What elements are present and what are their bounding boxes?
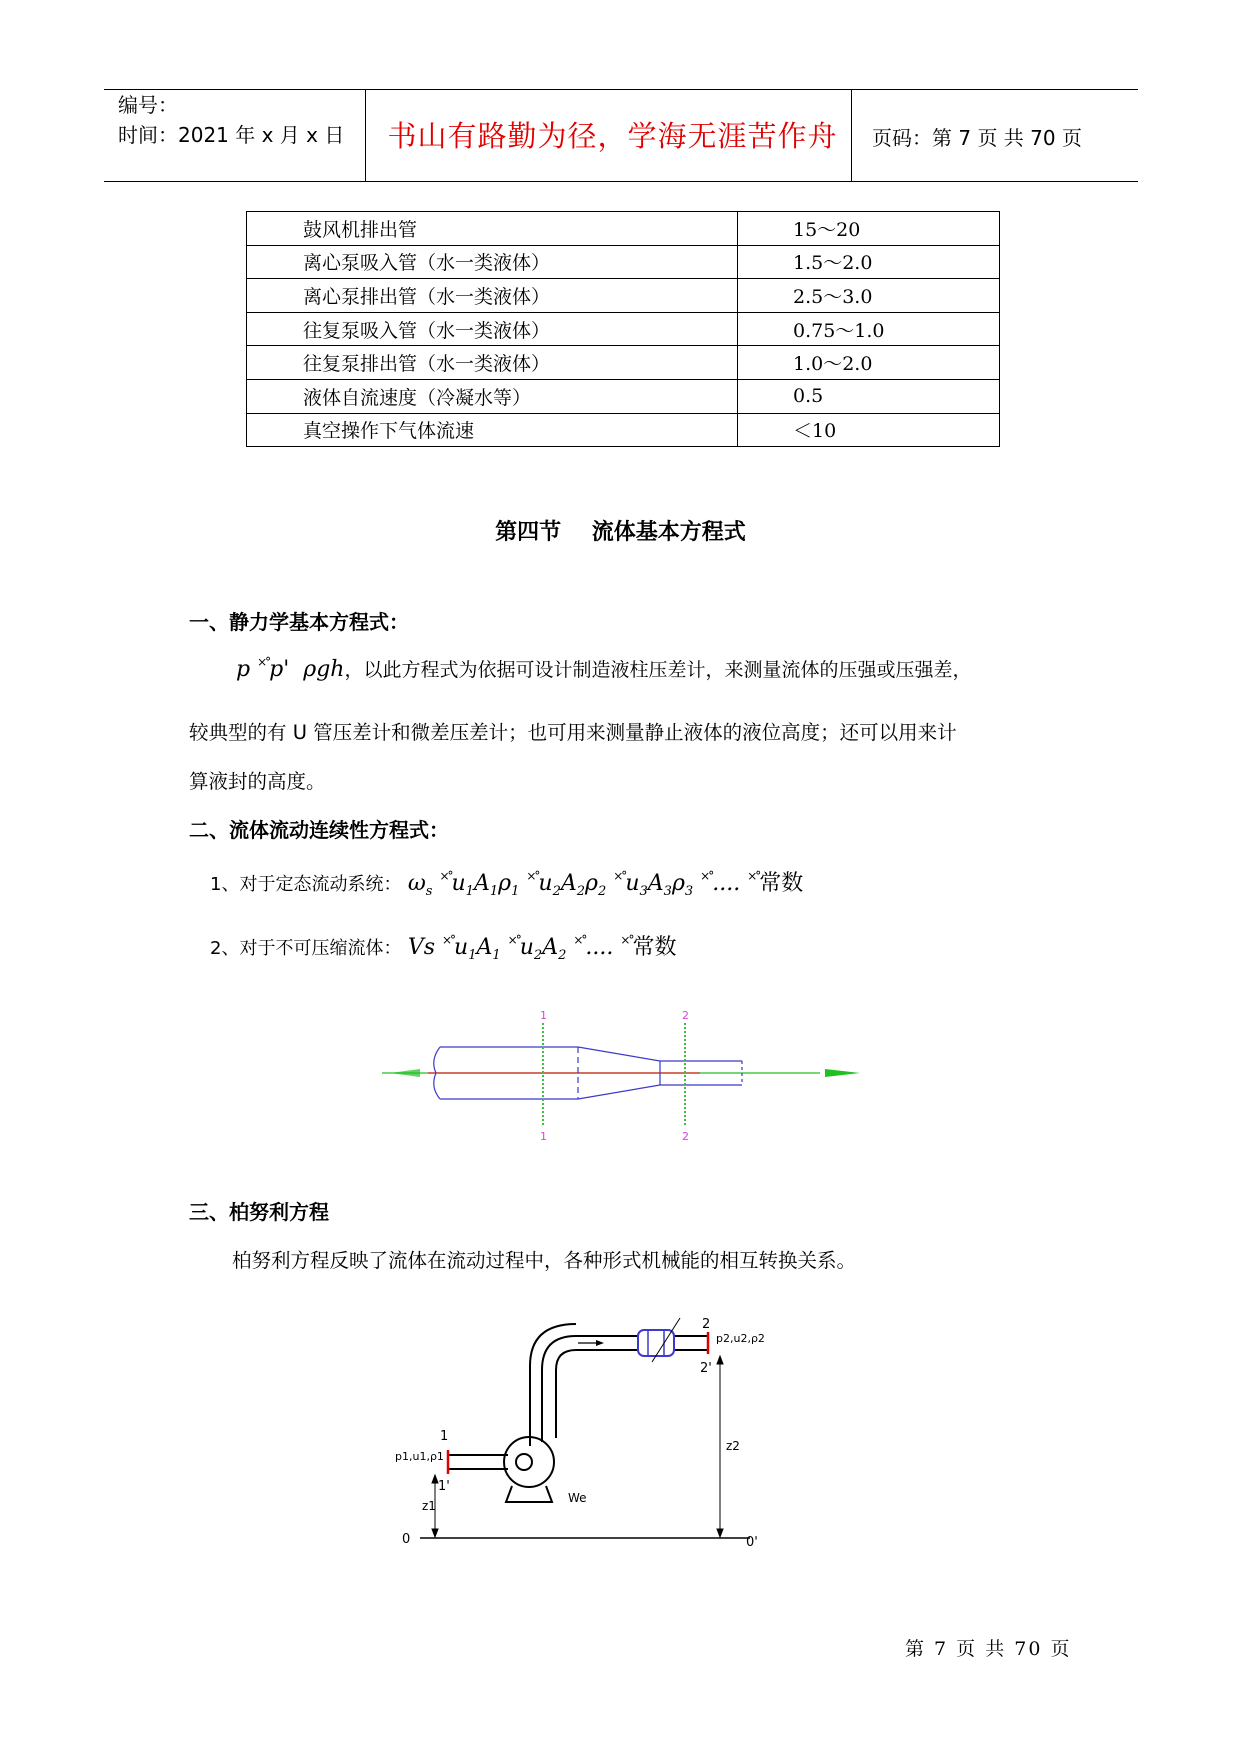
page-footer: 第 7 页 共 70 页: [905, 1638, 1072, 1660]
table-row: [247, 346, 1000, 380]
section-plane-1: [540, 1009, 547, 1143]
label-datum-0: 0: [402, 1532, 411, 1547]
table-cell-value: 0.5: [738, 379, 1000, 413]
table-cell-value: 1.5～2.0: [738, 245, 1000, 279]
table-row: [247, 379, 1000, 413]
heat-exchanger-icon: [638, 1318, 680, 1362]
header-meta: [118, 90, 344, 150]
pipe-system: [420, 1324, 750, 1538]
header-number-label: 编号：: [118, 93, 178, 117]
flow-speed-table: [246, 211, 1000, 447]
label-z1: z1: [422, 1499, 436, 1513]
table-row: [247, 212, 1000, 246]
label-p2: p2,u2,ρ2: [716, 1332, 765, 1345]
label-1-prime: 1': [438, 1479, 450, 1494]
section-2-bottom-label: 2: [682, 1130, 689, 1143]
continuity-pipe-diagram: [380, 1005, 860, 1145]
flow-arrow-icon: [825, 1069, 860, 1077]
label-datum-0-prime: 0': [746, 1535, 758, 1550]
label-we: We: [568, 1491, 587, 1505]
table-row: [247, 279, 1000, 313]
continuity-item-2: [210, 930, 676, 961]
continuity-item-2-label: 2、对于不可压缩流体：: [210, 938, 402, 959]
table-cell-name: 离心泵吸入管（水一类液体）: [247, 245, 738, 279]
centerline: [382, 1069, 860, 1077]
label-p1: p1,u1,ρ1: [395, 1450, 444, 1463]
label-1-top: 1: [440, 1429, 449, 1444]
continuity-item-2-tail: 常数: [632, 935, 677, 960]
heading-hydrostatics: 一、静力学基本方程式：: [189, 610, 409, 634]
header-motto: 书山有路勤为径，学海无涯苦作舟: [387, 119, 838, 153]
heading-continuity: 二、流体流动连续性方程式：: [189, 818, 449, 842]
table-row: [247, 245, 1000, 279]
hydrostatics-text-c: 算液封的高度。: [189, 770, 326, 793]
hydrostatic-formula: p ×°p' ρgh: [236, 655, 345, 682]
table-row: [247, 312, 1000, 346]
height-dimensions: [432, 1356, 723, 1537]
bernoulli-text: 柏努利方程反映了流体在流动过程中，各种形式机械能的相互转换关系。: [232, 1249, 857, 1272]
table-cell-value: 0.75～1.0: [738, 312, 1000, 346]
label-2-top: 2: [702, 1317, 711, 1332]
section-plane-2: [682, 1009, 689, 1143]
section-1-top-label: 1: [540, 1009, 547, 1022]
table-cell-name: 鼓风机排出管: [247, 212, 738, 246]
section-2-top-label: 2: [682, 1009, 689, 1022]
continuity-formula-2: Vs $^{\times^\circ}u_1A_1$ $^{\times^\circ}u_2A_2$ ×°.... ×°: [407, 933, 633, 963]
table-cell-name: 往复泵吸入管（水一类液体）: [247, 312, 738, 346]
continuity-item-1-label: 1、对于定态流动系统：: [210, 874, 402, 895]
table-cell-value: ＜10: [738, 413, 1000, 447]
continuity-item-1-tail: 常数: [759, 871, 804, 896]
table-cell-name: 液体自流速度（冷凝水等）: [247, 379, 738, 413]
continuity-item-1: [210, 866, 803, 897]
flow-direction-arrow-icon: [578, 1340, 604, 1346]
bernoulli-system-diagram: [390, 1317, 790, 1565]
continuity-formula-1: $\omega_s$ $^{\times^\circ}u_1A_1\rho_1$ $^{\times^\circ}u_2A_2\rho_2$ $^{\times^\circ}u_3A_3\rho_3$ ×°.... ×°: [407, 869, 760, 899]
hydrostatics-text-a: ，以此方程式为依据可设计制造液柱压差计，来测量流体的压强或压强差，: [344, 659, 972, 681]
table-cell-name: 往复泵排出管（水一类液体）: [247, 346, 738, 380]
header-time-label: 时间：2021 年 x 月 x 日: [118, 123, 345, 147]
label-z2: z2: [726, 1439, 740, 1453]
table-cell-name: 真空操作下气体流速: [247, 413, 738, 447]
section-title: 第四节 流体基本方程式: [495, 520, 746, 545]
hydrostatics-paragraph: [236, 655, 1076, 682]
header-bottom-rule: [104, 181, 1138, 182]
heading-bernoulli: 三、柏努利方程: [189, 1200, 329, 1224]
table-cell-value: 2.5～3.0: [738, 279, 1000, 313]
table-row: [247, 413, 1000, 447]
header-divider-left: [365, 89, 366, 182]
hydrostatics-text-b: 较典型的有 U 管压差计和微差压差计；也可用来测量静止液体的液位高度；还可以用来计: [189, 721, 957, 744]
label-2-prime: 2': [700, 1361, 712, 1376]
table-cell-value: 15～20: [738, 212, 1000, 246]
table-cell-name: 离心泵排出管（水一类液体）: [247, 279, 738, 313]
section-1-bottom-label: 1: [540, 1130, 547, 1143]
header-page-info: 页码：第 7 页 共 70 页: [872, 126, 1082, 150]
table-cell-value: 1.0～2.0: [738, 346, 1000, 380]
